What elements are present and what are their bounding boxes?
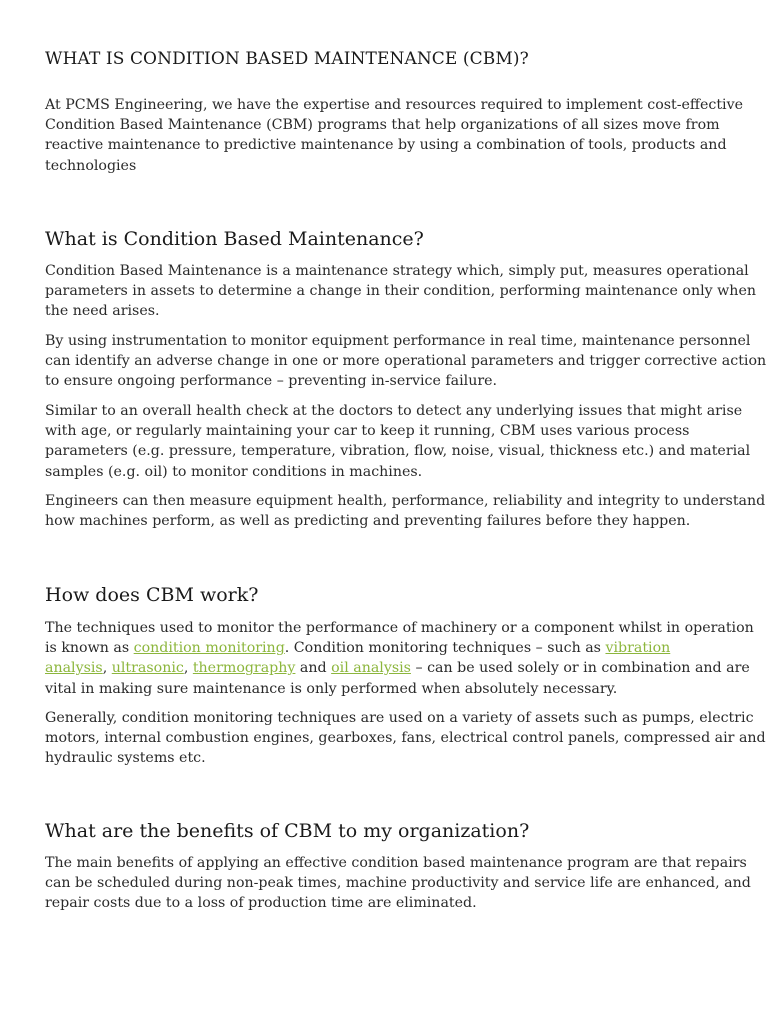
text-line: reactive maintenance to predictive maintenance by using a combination of tools, products and [45,137,727,154]
thermography-link[interactable]: thermography [192,660,296,677]
section-heading-what-is-cbm: What is Condition Based Maintenance? [45,228,424,250]
text-line: repair costs due to a loss of production time are eliminated. [45,895,477,912]
text-line: motors, internal combustion engines, gearboxes, fans, electrical control panels, compressed air and [45,730,766,747]
paragraph [45,331,766,392]
text-fragment: . Condition monitoring techniques – such as [284,640,606,657]
ultrasonic-link[interactable]: ultrasonic [111,660,184,677]
paragraph [45,401,750,482]
text-line [45,638,754,658]
text-fragment: and [295,660,332,677]
section-heading-how-cbm-works: How does CBM work? [45,584,259,606]
text-line: Generally, condition monitoring techniques are used on a variety of assets such as pumps, electric [45,710,754,726]
text-line: how machines perform, as well as predicting and preventing failures before they happen. [45,513,691,530]
text-line: vital in making sure maintenance is only performed when absolutely necessary. [45,680,618,697]
intro-paragraph [45,95,743,176]
text-line: The main benefits of applying an effective condition based maintenance program are that repairs [45,855,747,871]
text-line: At PCMS Engineering, we have the expertise and resources required to implement cost-effective [45,97,743,113]
vibration-analysis-link-continued[interactable]: analysis [45,660,103,677]
text-line: Condition Based Maintenance is a maintenance strategy which, simply put, measures operational [45,263,749,279]
text-fragment: , [102,660,112,677]
text-line: The techniques used to monitor the performance of machinery or a component whilst in operation [45,620,754,636]
text-line: parameters in assets to determine a change in their condition, performing maintenance only when [45,283,756,300]
text-line: samples (e.g. oil) to monitor conditions in machines. [45,463,423,480]
text-line: parameters (e.g. pressure, temperature, vibration, flow, noise, visual, thickness etc.) and material [45,443,751,460]
section-heading-benefits: What are the benefits of CBM to my organization? [45,820,530,842]
paragraph [45,618,754,699]
text-line: can identify an adverse change in one or more operational parameters and trigger corrective action [45,353,767,370]
text-fragment: , [183,660,193,677]
text-line: Condition Based Maintenance (CBM) programs that help organizations of all sizes move from [45,117,720,134]
paragraph [45,261,756,322]
paragraph [45,491,765,531]
text-line: Engineers can then measure equipment health, performance, reliability and integrity to understand [45,493,766,509]
text-fragment: is known as [45,640,134,657]
text-line: to ensure ongoing performance – preventing in-service failure. [45,373,498,390]
page-title: WHAT IS CONDITION BASED MAINTENANCE (CBM)? [45,49,529,69]
paragraph [45,708,766,769]
text-line: By using instrumentation to monitor equipment performance in real time, maintenance personnel [45,333,751,349]
text-line: Similar to an overall health check at the doctors to detect any underlying issues that might arise [45,403,743,419]
text-line: can be scheduled during non-peak times, machine productivity and service life are enhanced, and [45,875,751,892]
condition-monitoring-link[interactable]: condition monitoring [133,640,285,657]
text-line [45,658,754,678]
text-line: with age, or regularly maintaining your car to keep it running, CBM uses various process [45,423,690,440]
vibration-analysis-link[interactable]: vibration [605,640,671,657]
text-line: the need arises. [45,303,160,320]
paragraph [45,853,751,914]
text-line: technologies [45,157,137,174]
text-fragment: – can be used solely or in combination and are [410,660,750,677]
text-line: hydraulic systems etc. [45,750,206,767]
oil-analysis-link[interactable]: oil analysis [331,660,411,677]
